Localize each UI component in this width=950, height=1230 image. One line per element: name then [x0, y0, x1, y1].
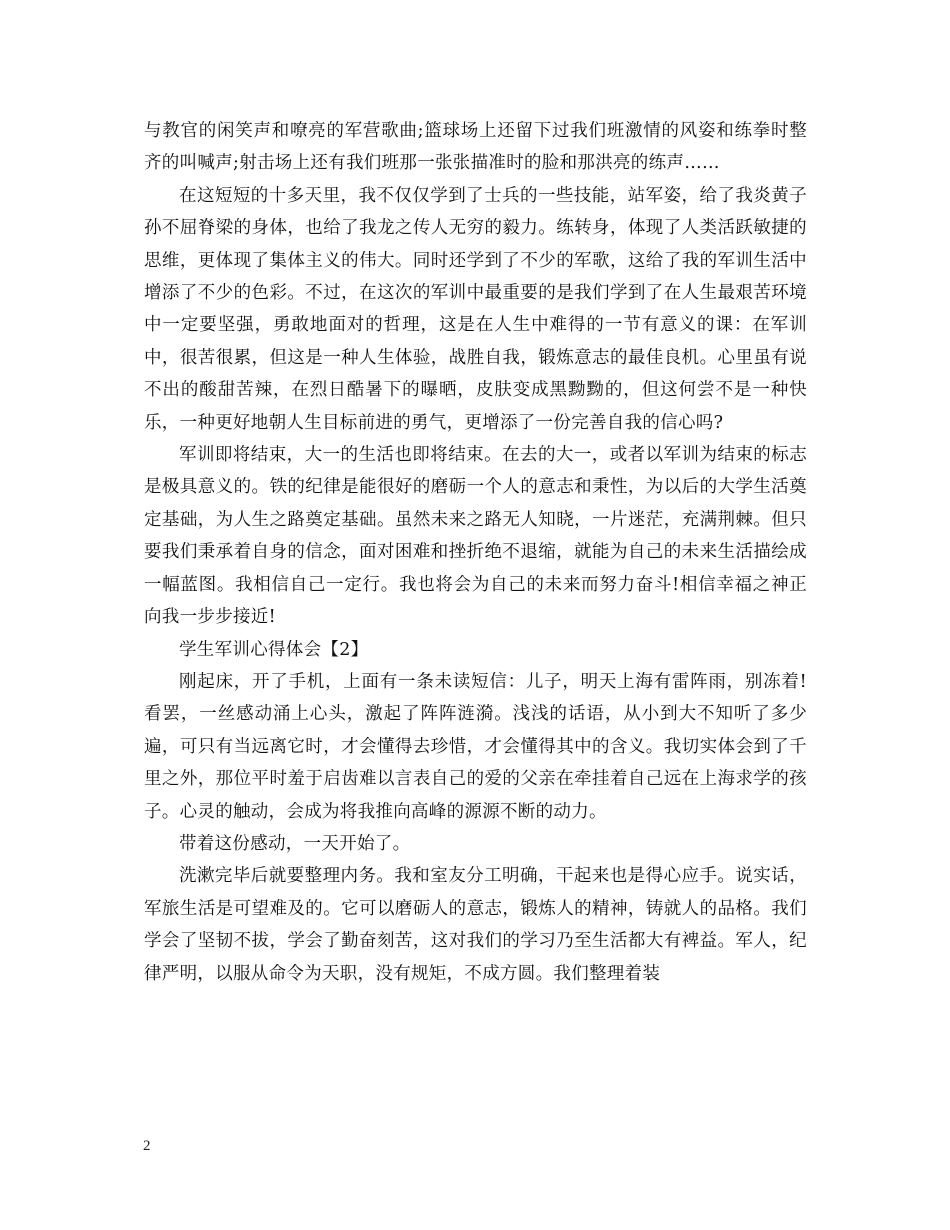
page-number: 2: [143, 1138, 151, 1154]
paragraph-2: 在这短短的十多天里，我不仅仅学到了士兵的一些技能，站军姿，给了我炎黄子孙不屈脊梁的身体，也给了我龙之传人无穷的毅力。练转身，体现了人类活跃敏捷的思维，更体现了集体主义的伟大。同时还学到了不少的军歌，这给了我的军训生活中增添了不少的色彩。不过，在这次的军训中最重要的是我们学到了在人生最艰苦环境中一定要坚强，勇敢地面对的哲理，这是在人生中难得的一节有意义的课：在军训中，很苦很累，但这是一种人生体验，战胜自我，锻炼意志的最佳良机。心里虽有说不出的酸甜苦辣，在烈日酷暑下的曝晒，皮肤变成黑黝黝的，但这何尝不是一种快乐，一种更好地朝人生目标前进的勇气，更增添了一份完善自我的信心吗?: [144, 185, 807, 433]
section-heading: 学生军训心得体会【2】: [179, 639, 369, 660]
paragraph-4: 刚起床，开了手机，上面有一条未读短信：儿子，明天上海有雷阵雨，别冻着!看罢，一丝感动涌上心头，激起了阵阵涟漪。浅浅的话语，从小到大不知听了多少遍，可只有当远离它时，才会懂得去珍惜，才会懂得其中的含义。我切实体会到了千里之外，那位平时羞于启齿难以言表自己的爱的父亲在牵挂着自己远在上海求学的孩子。心灵的触动，会成为将我推向高峰的源源不断的动力。: [144, 671, 807, 822]
paragraph-6: 洗漱完毕后就要整理内务。我和室友分工明确，干起来也是得心应手。说实话，军旅生活是可望难及的。它可以磨砺人的意志，锻炼人的精神，铸就人的品格。我们学会了坚韧不拔，学会了勤奋刻苦，这对我们的学习乃至生活都大有裨益。军人，纪律严明，以服从命令为天职，没有规矩，不成方圆。我们整理着装: [144, 866, 807, 984]
paragraph-1: 与教官的闲笑声和嘹亮的军营歌曲;篮球场上还留下过我们班激情的风姿和练拳时整齐的叫喊声;射击场上还有我们班那一张张描准时的脸和那洪亮的练声……: [144, 121, 807, 174]
document-body: [144, 115, 807, 990]
paragraph-5: 带着这份感动，一天开始了。: [179, 833, 411, 854]
paragraph-3: 军训即将结束，大一的生活也即将结束。在去的大一，或者以军训为结束的标志是极具意义的。铁的纪律是能很好的磨砺一个人的意志和秉性，为以后的大学生活奠定基础，为人生之路奠定基础。虽然未来之路无人知晓，一片迷茫，充满荆棘。但只要我们秉承着自身的信念，面对困难和挫折绝不退缩，就能为自己的未来生活描绘成一幅蓝图。我相信自己一定行。我也将会为自己的未来而努力奋斗!相信幸福之神正向我一步步接近!: [144, 445, 807, 628]
